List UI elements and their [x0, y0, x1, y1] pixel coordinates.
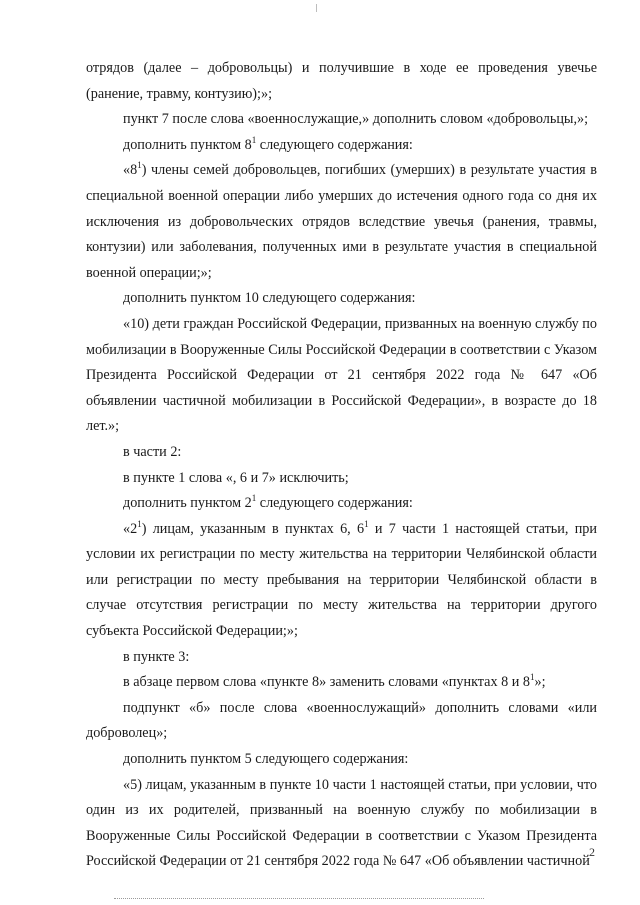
text-run: следующего содержания: [256, 136, 413, 153]
superscript: 1 [251, 134, 257, 145]
scan-edge-line [114, 898, 484, 899]
paragraph [86, 56, 597, 107]
text-run: дополнить пунктом 8 [123, 136, 252, 153]
text-run: ) лицам, указанным в пунктах 6, 6 [141, 520, 365, 537]
paragraph [86, 696, 597, 747]
text-run: дополнить пунктом 2 [123, 495, 252, 512]
text-run: «8 [123, 162, 138, 179]
text-run: ) члены семей добровольцев, погибших (умерших) в результате участия в специальной военной операции либо умерших до истечения одного года со дня их исключения из добровольческих отрядов вследствие увечья (ранения, травмы, контузии) или заболевания, полученных ими в результате участия в специальной военной операции;»; [86, 162, 597, 281]
text-run: в пункте 3: [123, 648, 190, 665]
text-run: подпункт «б» после слова «военнослужащий» дополнить словами «или доброволец»; [86, 699, 597, 742]
paragraph [86, 107, 597, 133]
paragraph [86, 440, 597, 466]
text-run: «2 [123, 520, 138, 537]
paragraph [86, 286, 597, 312]
text-run: в пункте 1 слова «, 6 и 7» исключить; [123, 469, 349, 486]
paragraph [86, 158, 597, 286]
superscript: 1 [137, 518, 142, 529]
paragraph [86, 133, 597, 159]
text-run: пункт 7 после слова «военнослужащие,» дополнить словом «добровольцы,»; [123, 111, 589, 128]
paragraph [86, 517, 597, 645]
paragraph [86, 312, 597, 440]
text-run: »; [534, 674, 546, 691]
text-run: дополнить пунктом 10 следующего содержания: [123, 290, 416, 307]
document-body [86, 56, 597, 875]
superscript: 1 [251, 493, 257, 504]
paragraph [86, 747, 597, 773]
superscript: 1 [137, 160, 142, 171]
text-run: в части 2: [123, 443, 182, 460]
text-run: «5) лицам, указанным в пункте 10 части 1 настоящей статьи, при условии, что один из их родителей, призванный на военную службу по мобилизации в Вооруженные Силы Российской Федерации в соответствии с Указом Президента Российской Федерации от 21 сентября 2022 года № 647 «Об объявлении частичной [86, 776, 597, 870]
text-run: «10) дети граждан Российской Федерации, призванных на военную службу по мобилизации в Вооруженные Силы Российской Федерации в соответствии с Указом Президента Российской Федерации от 21 сентября 2022 года № 647 «Об объявлении частичной мобилизации в Российской Федерации», в возрасте до 18 лет.»; [86, 315, 597, 435]
text-run: и 7 части 1 настоящей статьи, при условии их регистрации по месту жительства на территории Челябинской области или регистрации по месту пребывания на территории Челябинской области в случае отсутствия регистрации по месту жительства на территории другого субъекта Российской Федерации;»; [86, 520, 597, 640]
superscript: 1 [364, 518, 369, 529]
scan-mark [316, 4, 317, 12]
text-run: отрядов (далее – добровольцы) и получившие в ходе ее проведения увечье (ранение, травму, контузию);»; [86, 60, 597, 102]
text-run: в абзаце первом слова «пункте 8» заменить словами «пунктах 8 и 8 [123, 674, 530, 691]
paragraph [86, 491, 597, 517]
superscript: 1 [529, 672, 535, 683]
paragraph [86, 773, 597, 875]
paragraph [86, 670, 597, 696]
page-number: 2 [589, 845, 595, 859]
paragraph [86, 466, 597, 492]
paragraph [86, 645, 597, 671]
text-run: следующего содержания: [256, 495, 413, 512]
text-run: дополнить пунктом 5 следующего содержания: [123, 751, 409, 768]
